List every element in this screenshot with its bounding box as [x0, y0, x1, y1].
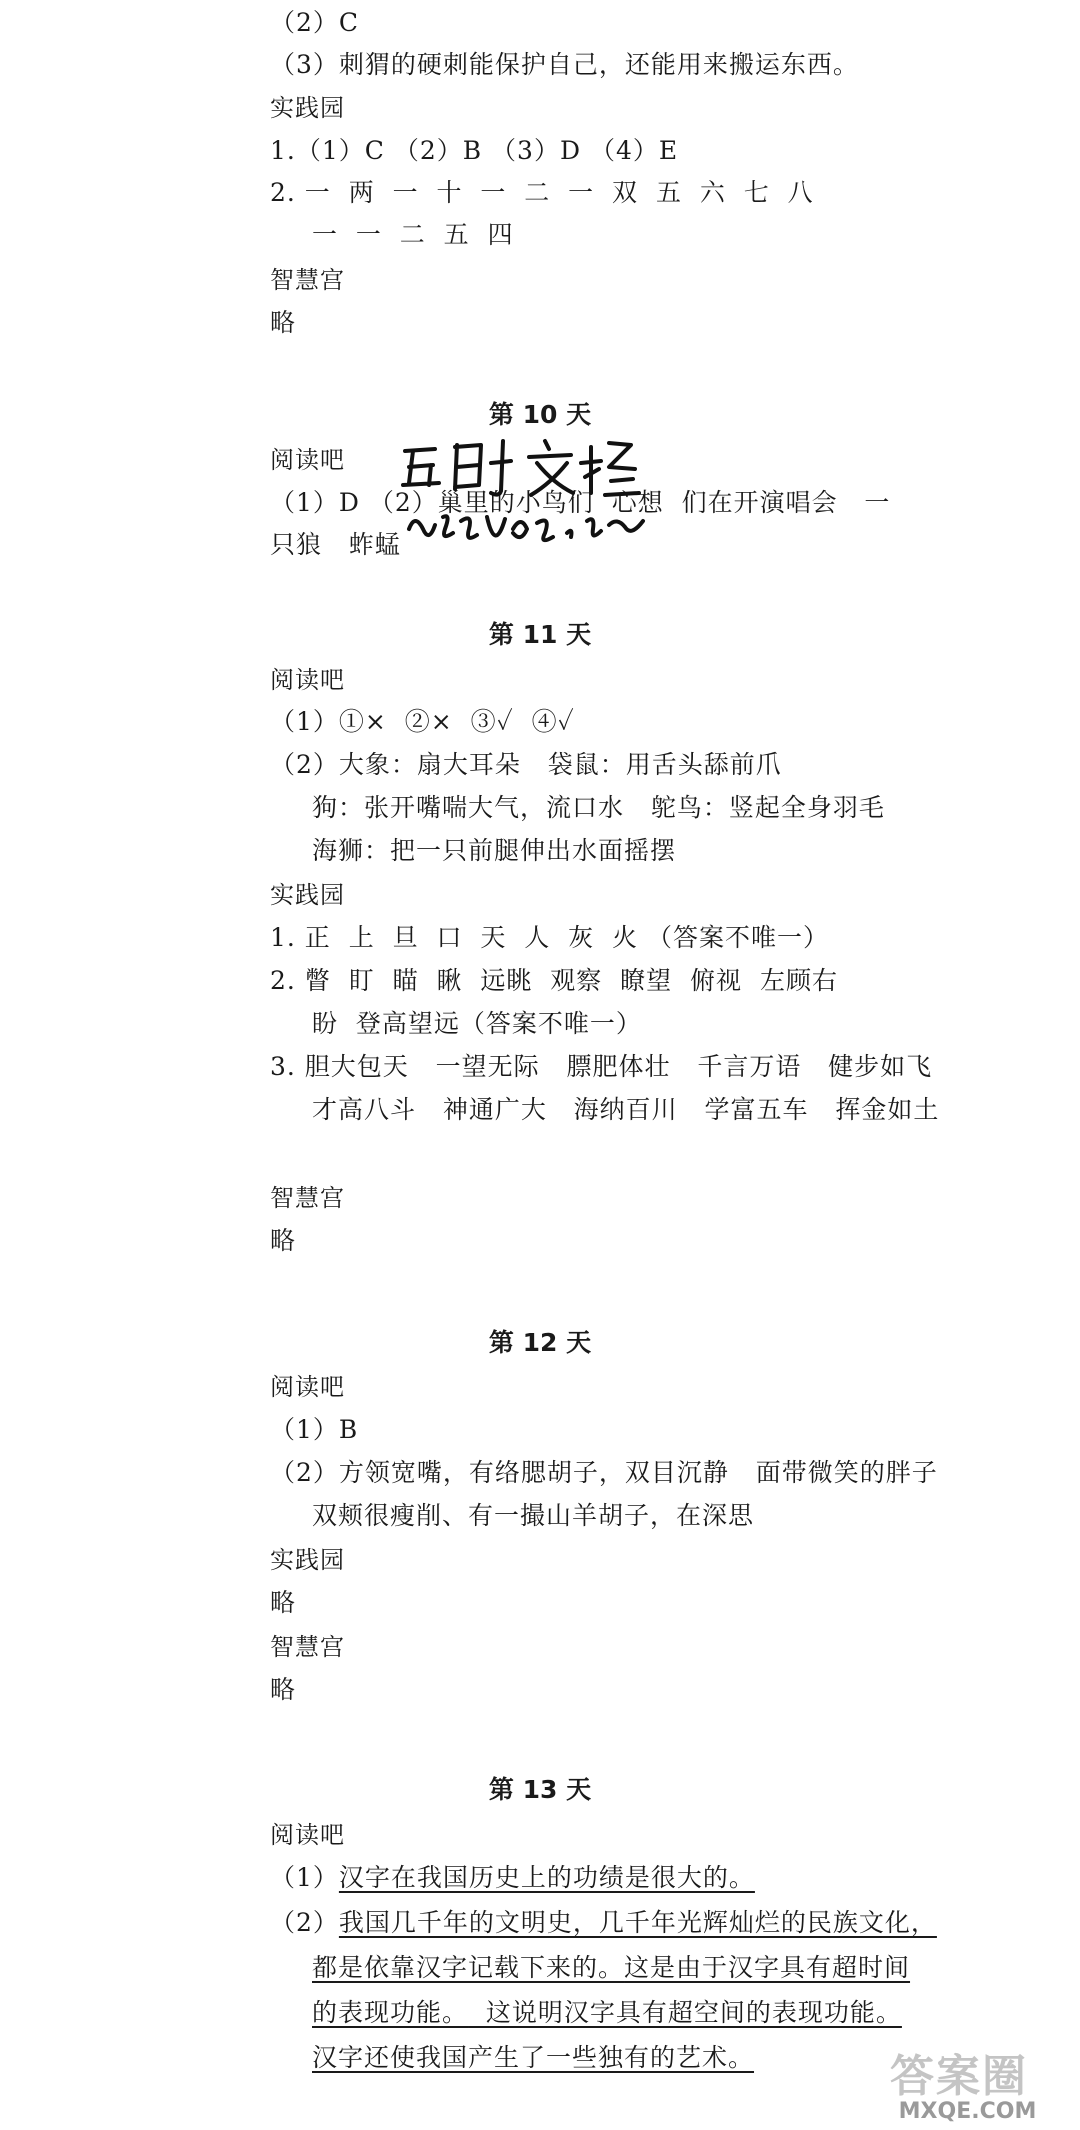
answer-line: 1. 正 上 旦 口 天 人 灰 火 （答案不唯一）	[270, 923, 830, 952]
answer-line: 1.（1）C （2）B （3）D （4）E	[270, 136, 679, 165]
section-heading: 阅读吧	[270, 666, 345, 694]
answer-line: 2. 一 两 一 十 一 二 一 双 五 六 七 八	[270, 178, 814, 207]
section-heading: 智慧宫	[270, 1184, 345, 1212]
answer-line	[312, 2043, 754, 2073]
day-title: 第 12 天	[488, 1328, 592, 1357]
answer-line: （2）大象：扇大耳朵 袋鼠：用舌头舔前爪	[270, 750, 782, 779]
underlined-answer: 的表现功能。	[312, 1998, 469, 2027]
answer-line: 略	[270, 1675, 297, 1704]
answer-line	[270, 1908, 937, 1938]
answer-line: （2）C	[270, 8, 360, 37]
section-heading: 阅读吧	[270, 1821, 345, 1849]
section-heading: 实践园	[270, 94, 345, 122]
answer-line: 略	[270, 1588, 297, 1617]
answer-line	[270, 1863, 755, 1893]
underlined-answer: 我国几千年的文明史，几千年光辉灿烂的民族文化，	[338, 1908, 937, 1937]
answer-line: （1）①× ②× ③✓ ④✓	[270, 707, 575, 736]
answer-line: （2）方领宽嘴，有络腮胡子，双目沉静 面带微笑的胖子	[270, 1458, 938, 1487]
underlined-answer: 这是由于汉字具有超时间	[624, 1953, 911, 1982]
answer-line: （1）D （2）巢里的小鸟们 心想 们在开演唱会 一	[270, 488, 891, 517]
answer-line	[312, 1953, 910, 1983]
section-heading: 实践园	[270, 1546, 345, 1574]
item-number: （1）	[270, 1863, 339, 1892]
underlined-answer: 汉字还使我国产生了一些独有的艺术。	[312, 2043, 755, 2072]
site-watermark-logo	[860, 2040, 1075, 2126]
day-title: 第 13 天	[488, 1775, 592, 1804]
watermark-mark: 答案圈	[890, 2051, 1028, 2102]
answer-line	[312, 1998, 902, 2028]
answer-line: 2. 瞥 盯 瞄 瞅 远眺 观察 瞭望 俯视 左顾右	[270, 966, 838, 995]
answer-line: （1）B	[270, 1415, 359, 1444]
item-number: （2）	[270, 1908, 339, 1937]
answer-line: 才高八斗 神通广大 海纳百川 学富五车 挥金如土	[312, 1095, 940, 1124]
answer-line: 狗：张开嘴喘大气，流口水 鸵鸟：竖起全身羽毛	[312, 793, 885, 822]
section-heading: 阅读吧	[270, 446, 345, 474]
answer-line: 双颊很瘦削、有一撮山羊胡子，在深思	[312, 1501, 755, 1530]
section-heading: 实践园	[270, 881, 345, 909]
answer-line: （3）刺猬的硬刺能保护自己，还能用来搬运东西。	[270, 50, 859, 79]
answer-line: 海狮：把一只前腿伸出水面摇摆	[312, 836, 677, 865]
watermark-text: MXQE.COM	[898, 2099, 1037, 2124]
answer-line: 略	[270, 308, 297, 337]
day-title: 第 11 天	[488, 620, 592, 649]
section-heading: 智慧宫	[270, 1633, 345, 1661]
underlined-answer: 汉字在我国历史上的功绩是很大的。	[338, 1863, 755, 1892]
answer-line: 盼 登高望远（答案不唯一）	[312, 1009, 642, 1038]
answer-line: 一 一 二 五 四	[312, 220, 514, 249]
section-heading: 阅读吧	[270, 1373, 345, 1401]
section-heading: 智慧宫	[270, 266, 345, 294]
answer-line: 3. 胆大包天 一望无际 膘肥体壮 千言万语 健步如飞	[270, 1052, 933, 1081]
underlined-answer: 都是依靠汉字记载下来的。	[312, 1953, 625, 1982]
underlined-answer: 这说明汉字具有超空间的表现功能。	[468, 1998, 902, 2027]
day-title: 第 10 天	[488, 400, 592, 429]
answer-line: 只狼 蚱蜢	[270, 530, 401, 559]
answer-line: 略	[270, 1226, 297, 1255]
